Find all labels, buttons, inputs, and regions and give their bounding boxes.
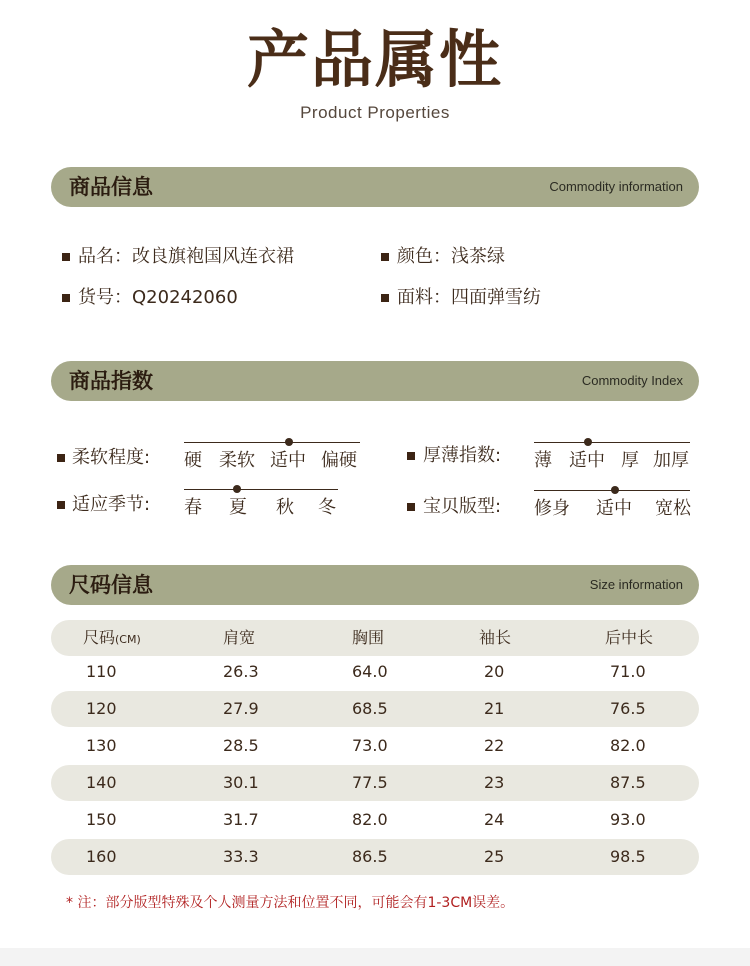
table-cell: 30.1 <box>223 773 259 792</box>
section-title: 商品信息 <box>69 175 153 199</box>
thickness-option: 薄 <box>534 450 552 471</box>
section-header-info <box>51 167 699 207</box>
index-season-label: 适应季节: <box>72 494 151 515</box>
table-cell: 73.0 <box>352 736 388 755</box>
page-subtitle: Product Properties <box>300 103 450 122</box>
info-color: 颜色：浅茶绿 <box>397 246 505 267</box>
fit-scale-marker <box>611 486 619 494</box>
info-sku: 货号：Q20242060 <box>78 287 238 308</box>
section-title: 尺码信息 <box>69 573 153 597</box>
bullet-icon <box>62 294 70 302</box>
table-header-cell: 胸围 <box>352 628 385 647</box>
index-thickness-label: 厚薄指数: <box>423 445 502 466</box>
table-cell: 21 <box>484 699 505 718</box>
thickness-scale-marker <box>584 438 592 446</box>
section-header-index <box>51 361 699 401</box>
table-cell: 25 <box>484 847 505 866</box>
season-option: 秋 <box>276 497 294 518</box>
section-header-size <box>51 565 699 605</box>
table-cell: 93.0 <box>610 810 646 829</box>
bullet-icon <box>57 501 65 509</box>
thickness-option: 加厚 <box>653 450 689 471</box>
bullet-icon <box>407 503 415 511</box>
page-title: 产品属性 <box>246 23 503 96</box>
table-cell: 76.5 <box>610 699 646 718</box>
bullet-icon <box>407 452 415 460</box>
table-cell: 64.0 <box>352 662 388 681</box>
table-cell: 130 <box>86 736 117 755</box>
table-cell: 87.5 <box>610 773 646 792</box>
table-cell: 77.5 <box>352 773 388 792</box>
softness-option: 适中 <box>270 450 306 471</box>
table-header-cell: 后中长 <box>605 628 654 647</box>
softness-scale-marker <box>285 438 293 446</box>
table-cell: 120 <box>86 699 117 718</box>
table-header-cell: 尺码(CM) <box>83 628 141 647</box>
measurement-note: * 注：部分版型特殊及个人测量方法和位置不同，可能会有1-3CM误差。 <box>66 895 515 911</box>
bullet-icon <box>381 294 389 302</box>
bullet-icon <box>57 454 65 462</box>
table-cell: 71.0 <box>610 662 646 681</box>
table-cell: 24 <box>484 810 505 829</box>
table-cell: 82.0 <box>610 736 646 755</box>
info-fabric: 面料：四面弹雪纺 <box>397 287 541 308</box>
table-cell: 23 <box>484 773 505 792</box>
table-cell: 26.3 <box>223 662 259 681</box>
softness-option: 柔软 <box>219 450 255 471</box>
table-cell: 98.5 <box>610 847 646 866</box>
table-cell: 68.5 <box>352 699 388 718</box>
thickness-scale-line <box>534 442 690 443</box>
softness-scale-line <box>184 442 360 443</box>
softness-option: 硬 <box>184 450 202 471</box>
section-title: 商品指数 <box>69 369 153 393</box>
table-cell: 140 <box>86 773 117 792</box>
table-cell: 150 <box>86 810 117 829</box>
table-cell: 20 <box>484 662 505 681</box>
section-subtitle: Commodity information <box>549 179 683 194</box>
season-option: 夏 <box>229 497 247 518</box>
table-cell: 110 <box>86 662 117 681</box>
season-option: 冬 <box>318 497 336 518</box>
bullet-icon <box>62 253 70 261</box>
section-subtitle: Commodity Index <box>581 373 683 388</box>
thickness-option: 适中 <box>569 450 605 471</box>
season-scale-marker <box>233 485 241 493</box>
softness-option: 偏硬 <box>321 450 357 471</box>
footer-strip <box>0 948 750 966</box>
fit-option: 适中 <box>596 498 632 519</box>
season-option: 春 <box>184 497 202 518</box>
table-header-cell: 肩宽 <box>223 628 256 647</box>
bullet-icon <box>381 253 389 261</box>
table-cell: 28.5 <box>223 736 259 755</box>
section-subtitle: Size information <box>589 577 683 592</box>
table-cell: 82.0 <box>352 810 388 829</box>
season-scale-line <box>184 489 338 490</box>
table-cell: 160 <box>86 847 117 866</box>
index-fit-label: 宝贝版型: <box>423 496 502 517</box>
table-cell: 86.5 <box>352 847 388 866</box>
fit-option: 宽松 <box>655 498 691 519</box>
fit-option: 修身 <box>534 498 570 519</box>
table-cell: 22 <box>484 736 505 755</box>
table-header-cell: 袖长 <box>479 628 512 647</box>
table-cell: 27.9 <box>223 699 259 718</box>
table-cell: 31.7 <box>223 810 259 829</box>
table-cell: 33.3 <box>223 847 259 866</box>
thickness-option: 厚 <box>621 450 639 471</box>
index-softness-label: 柔软程度: <box>72 447 151 468</box>
info-name: 品名：改良旗袍国风连衣裙 <box>78 246 294 267</box>
